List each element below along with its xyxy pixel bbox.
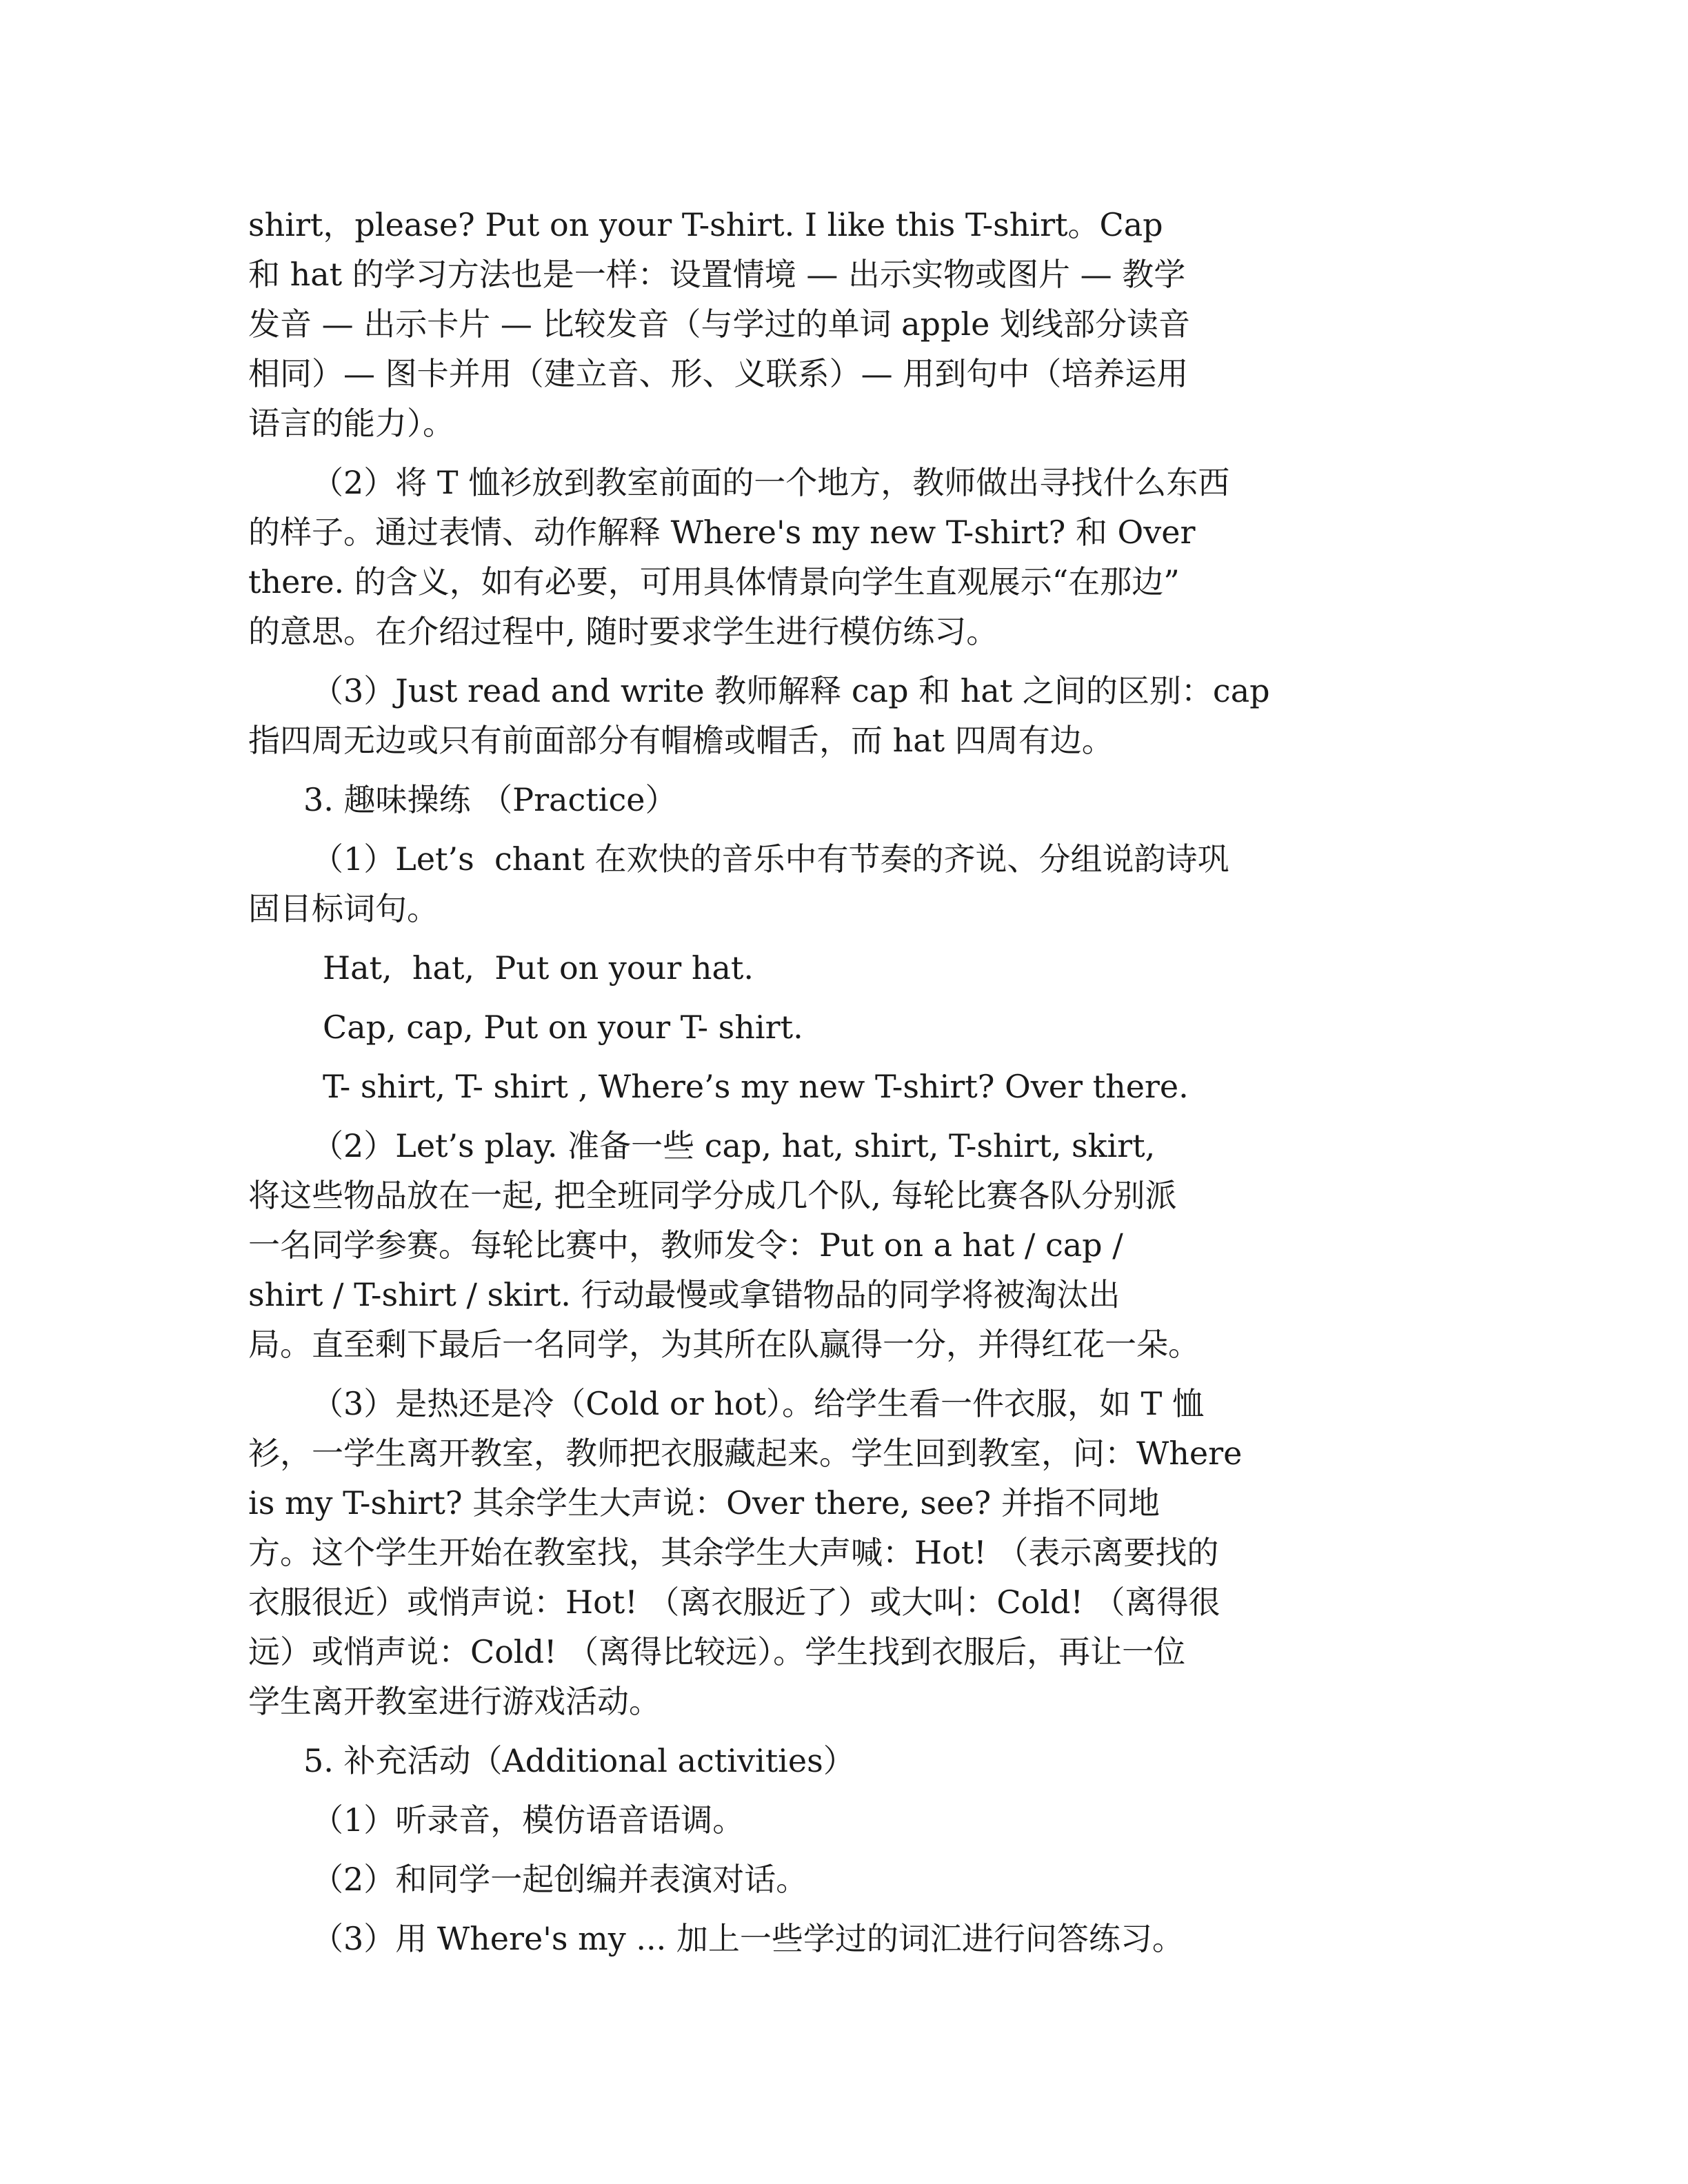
text-line: is my T-shirt? 其余学生大声说：Over there, see? 并指不同地 bbox=[248, 1484, 1160, 1521]
text-line: （1）听录音，模仿语音语调。 bbox=[312, 1801, 745, 1839]
paragraph-step-2-tshirt bbox=[248, 458, 1420, 656]
text-line: （3）用 Where's my ... 加上一些学过的词汇进行问答练习。 bbox=[312, 1920, 1184, 1957]
text-line: 指四周无边或只有前面部分有帽檐或帽舌，而 hat 四周有边。 bbox=[248, 722, 1114, 759]
text-line: 方。这个学生开始在教室找，其余学生大声喊：Hot! （表示离要找的 bbox=[248, 1534, 1219, 1571]
chant-line: Cap, cap, Put on your T- shirt. bbox=[323, 1009, 803, 1046]
text-line: 的意思。在介绍过程中, 随时要求学生进行模仿练习。 bbox=[248, 613, 998, 650]
text-line: 发音 — 出示卡片 — 比较发音（与学过的单词 apple 划线部分读音 bbox=[248, 305, 1190, 343]
text-line: 5. 补充活动（Additional activities） bbox=[303, 1742, 855, 1779]
text-line: 局。直至剩下最后一名同学，为其所在队赢得一分，并得红花一朵。 bbox=[248, 1326, 1200, 1363]
text-line: 衫，一学生离开教室，教师把衣服藏起来。学生回到教室，问：Where bbox=[248, 1435, 1243, 1472]
text-line: 将这些物品放在一起, 把全班同学分成几个队, 每轮比赛各队分别派 bbox=[248, 1177, 1177, 1214]
paragraph-clothing-vocabulary-method bbox=[248, 200, 1420, 448]
list-item-activity-2 bbox=[248, 1854, 1420, 1904]
list-item-activity-3 bbox=[248, 1914, 1420, 1963]
text-line: 学生离开教室进行游戏活动。 bbox=[248, 1683, 661, 1720]
document-body bbox=[248, 200, 1420, 1973]
text-line: 固目标词句。 bbox=[248, 890, 439, 927]
section-heading-practice bbox=[248, 775, 1420, 825]
text-line: （3）Just read and write 教师解释 cap 和 hat 之间的区别：cap bbox=[312, 672, 1270, 709]
text-line: shirt，please? Put on your T-shirt. I like this T-shirt。Cap bbox=[248, 206, 1163, 243]
text-line: shirt / T-shirt / skirt. 行动最慢或拿错物品的同学将被淘汰出 bbox=[248, 1276, 1121, 1313]
text-line: 远）或悄声说：Cold! （离得比较远）。学生找到衣服后，再让一位 bbox=[248, 1633, 1186, 1670]
chant-line: T- shirt, T- shirt , Where’s my new T-shirt? Over there. bbox=[323, 1068, 1189, 1105]
text-line: there. 的含义，如有必要，可用具体情景向学生直观展示“在那边” bbox=[248, 563, 1180, 600]
list-item-activity-1 bbox=[248, 1795, 1420, 1845]
text-line: 语言的能力）。 bbox=[248, 405, 454, 442]
paragraph-cold-or-hot bbox=[248, 1379, 1420, 1726]
text-line: （2）Let’s play. 准备一些 cap, hat, shirt, T-shirt, skirt, bbox=[312, 1127, 1156, 1164]
text-line: 一名同学参赛。每轮比赛中，教师发令：Put on a hat / cap / bbox=[248, 1226, 1123, 1264]
text-line: （2）和同学一起创编并表演对话。 bbox=[312, 1861, 808, 1898]
chant-line: Hat, hat, Put on your hat. bbox=[323, 949, 754, 987]
paragraph-step-3-cap-hat bbox=[248, 666, 1420, 765]
text-line: 相同）— 图卡并用（建立音、形、义联系）— 用到句中（培养运用 bbox=[248, 355, 1189, 392]
text-line: （1）Let’s chant 在欢快的音乐中有节奏的齐说、分组说韵诗巩 bbox=[312, 840, 1229, 878]
paragraph-lets-chant bbox=[248, 834, 1420, 933]
text-line: （2）将 T 恤衫放到教室前面的一个地方，教师做出寻找什么东西 bbox=[312, 464, 1230, 501]
text-line: 的样子。通过表情、动作解释 Where's my new T-shirt? 和 Over bbox=[248, 514, 1196, 551]
paragraph-lets-play bbox=[248, 1121, 1420, 1369]
text-line: 衣服很近）或悄声说：Hot! （离衣服近了）或大叫：Cold! （离得很 bbox=[248, 1584, 1220, 1621]
text-line: 和 hat 的学习方法也是一样：设置情境 — 出示实物或图片 — 教学 bbox=[248, 256, 1186, 293]
section-heading-additional-activities bbox=[248, 1736, 1420, 1786]
text-line: 3. 趣味操练 （Practice） bbox=[303, 781, 677, 818]
text-line: （3）是热还是冷（Cold or hot）。给学生看一件衣服，如 T 恤 bbox=[312, 1385, 1204, 1422]
